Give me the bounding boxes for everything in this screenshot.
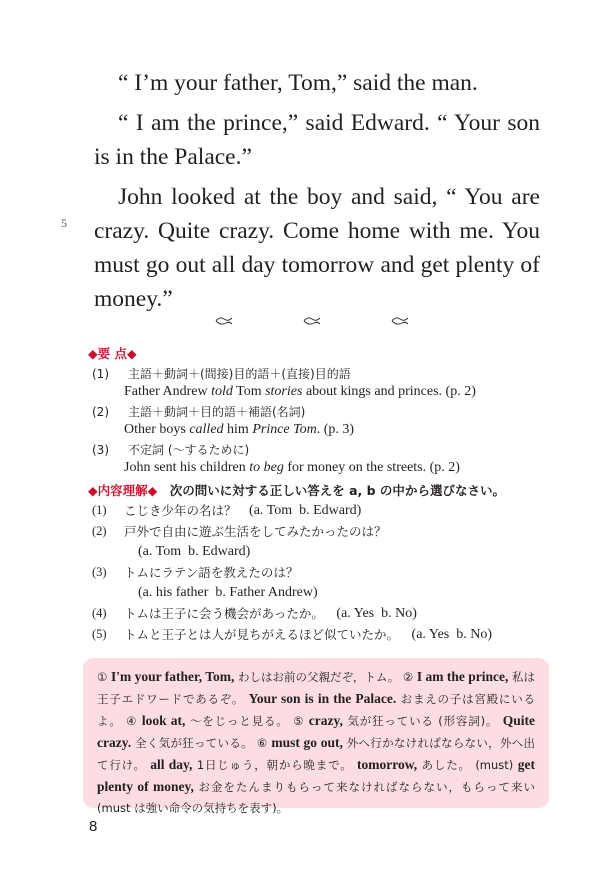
key-point-example: Other boys called him Prince Tom. (p. 3) [124, 422, 355, 437]
key-point-item [88, 365, 558, 401]
page-number: 8 [89, 818, 98, 835]
ornament-icon [215, 316, 233, 326]
story-paragraph-1: “ I’m your father, Tom,” said the man. [118, 70, 478, 96]
question-options: (a. Yes b. No) [336, 606, 417, 621]
question-item: (3) トムにラテン語を教えたのは？ [92, 565, 299, 580]
question-options: (a. his father b. Father Andrew) [138, 585, 318, 600]
line-number-marker: 5 [61, 216, 67, 230]
key-point-example: John sent his children to beg for money on the streets. (p. 2) [124, 460, 460, 475]
key-point-number: (1) [92, 367, 109, 381]
key-point-rule: 主語＋動詞＋(間接)目的語＋(直接)目的語 [128, 367, 351, 381]
key-point-item [88, 441, 558, 477]
key-point-number: (3) [92, 443, 109, 457]
comprehension-section [88, 482, 558, 645]
comprehension-title: ◆内容理解◆ 次の問いに対する正しい答えを a, b の中から選びなさい。 [88, 483, 505, 498]
key-point-example: Father Andrew told Tom stories about kings and princes. (p. 2) [124, 384, 476, 399]
key-point-rule: 主語＋動詞＋目的語＋補語(名詞) [128, 405, 306, 419]
key-point-number: (2) [92, 405, 109, 419]
vocabulary-notes-box: ① I'm your father, Tom, わしはお前の父親だぞ，トム。 ② I am the prince, 私は王子エドワードであるぞ。 Your son is in the Palace. おまえの子は宮殿にいるよ。 ④ look at, 〜をじっと見る。 ⑤ crazy, 気が狂っている (形容詞)。 Quite crazy. 全く気が狂っている。 ⑥ must go out, 外へ行かなければならない，外へ出て行け。 all day, 1日じゅう，朝から晩まで。 tomorrow, あした。 (must) get plenty of money, お金をたんまりもらって来なければならない，もらって来い (must は強い命令の気持ちを表す)。 [83, 658, 549, 808]
question-item: (4) トムは王子に会う機会があったか。 (a. Yes b. No) [88, 603, 558, 624]
question-item: (2) 戸外で自由に遊ぶ生活をしてみたかったのは？ [92, 524, 387, 539]
question-item: (5) トムと王子とは人が見ちがえるほど似ていたか。 (a. Yes b. No) [88, 624, 558, 645]
key-point-rule: 不定詞 (〜するために) [128, 443, 250, 457]
story-paragraph-3: John looked at the boy and said, “ You are crazy. Quite crazy. Come home with me. You must go out all day tomorrow and get plenty of money.” [94, 184, 540, 312]
story-text [94, 66, 540, 316]
question-options: (a. Tom b. Edward) [138, 544, 251, 559]
question-item: (1) こじき少年の名は？ (a. Tom b. Edward) [88, 500, 558, 521]
key-point-item [88, 403, 558, 439]
key-points-title: ◆要 点◆ [88, 346, 137, 361]
story-paragraph-2: “ I am the prince,” said Edward. “ Your son is in the Palace.” [94, 110, 540, 170]
ornament-icon [391, 316, 409, 326]
question-options: (a. Yes b. No) [411, 627, 493, 642]
ornament-icon [303, 316, 321, 326]
question-options: (a. Tom b. Edward) [249, 503, 362, 518]
key-points-section [88, 345, 558, 477]
comprehension-instruction: 次の問いに対する正しい答えを a, b の中から選びなさい。 [169, 483, 505, 498]
